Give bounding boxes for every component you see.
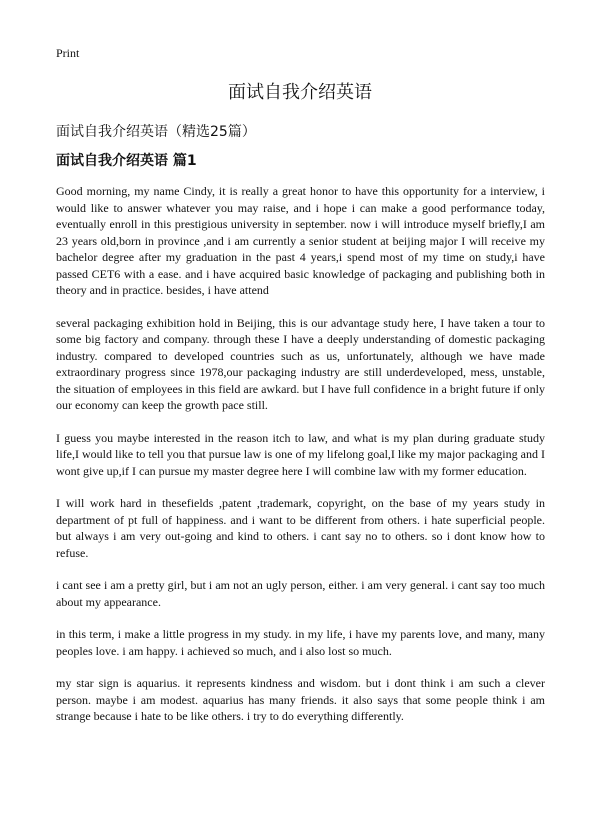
section-heading: 面试自我介绍英语 篇1 <box>56 153 197 169</box>
paragraph: Good morning, my name Cindy, it is really a great honor to have this opportunity for a interview, i would like to answer whatever you may raise, and i hope i can make a good performance today, eventually enroll in this prestigious university in september. now i will introduce myself briefly,I am 23 years old,born in province ,and i am currently a senior student at beijing major I will receive my bachelor degree after my graduation in the past 4 years,i spend most of my time on study,i have passed CET6 with a ease. and i have acquired basic knowledge of packaging and publishing both in theory and in practice. besides, i have attend <box>56 184 545 297</box>
paragraph: I will work hard in thesefields ,patent ,trademark, copyright, on the base of my years study in department of pt full of happiness. and i want to be different from others. i hate superficial people. but always i am very out-going and kind to others. i cant say no to others. so i dont know how to refuse. <box>56 496 545 560</box>
print-label: Print <box>56 46 80 60</box>
document-body <box>56 183 545 741</box>
document-subtitle: 面试自我介绍英语（精选25篇） <box>56 124 256 140</box>
paragraph: my star sign is aquarius. it represents kindness and wisdom. but i dont think i am such a clever person. maybe i am modest. aquarius has many friends. it also says that some people think i am strange because i hate to be like others. i try to do everything differently. <box>56 676 545 723</box>
paragraph: in this term, i make a little progress in my study. in my life, i have my parents love, and many, many peoples love. i am happy. i achieved so much, and i also lost so much. <box>56 627 545 658</box>
page-title: 面试自我介绍英语 <box>228 82 372 103</box>
paragraph: I guess you maybe interested in the reason itch to law, and what is my plan during graduate study life,I would like to tell you that pursue law is one of my lifelong goal,I like my major packaging and I wont give up,if I can pursue my master degree here I will combine law with my former education. <box>56 430 545 478</box>
paragraph: i cant see i am a pretty girl, but i am not an ugly person, either. i am very general. i cant say too much about my appearance. <box>56 578 545 609</box>
paragraph: several packaging exhibition hold in Beijing, this is our advantage study here, I have taken a tour to some big factory and company. through these I have a deeply understanding of domestic packaging industry. compared to developed countries such as us, unfortunately, although we have made extraordinary progress since 1978,our packaging industry are still underdeveloped, mess, unstable, the situation of employees in this field are awkard. but I have full confidence in a bright future if only our economy can keep the growth pace still. <box>56 315 545 412</box>
